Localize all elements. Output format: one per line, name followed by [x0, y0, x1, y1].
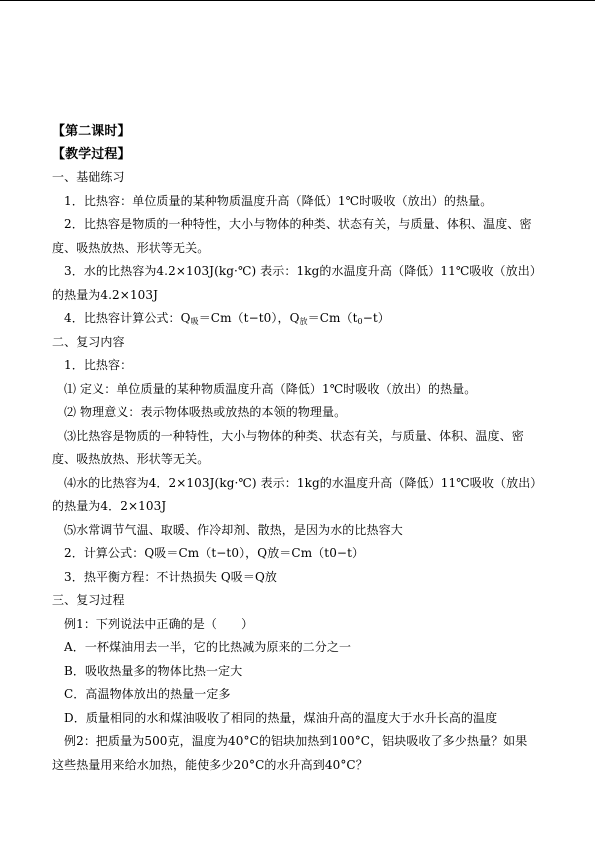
- example-1-question: 例1：下列说法中正确的是（ ）: [64, 616, 254, 631]
- s1-paragraph-2-line-2: 度、吸热放热、形状等无关。: [52, 240, 210, 255]
- s2-item-1-3-line-1: ⑶比热容是物质的一种特性，大小与物体的种类、状态有关，与质量、体积、温度、密: [64, 428, 524, 443]
- formula-part: 4．比热容计算公式：Q: [64, 311, 191, 325]
- lesson-heading: 【第二课时】: [52, 124, 131, 139]
- example-1-option-d: D．质量相同的水和煤油吸收了相同的热量，煤油升高的温度大于水升长高的温度: [64, 710, 498, 725]
- section-3-title: 三、复习过程: [52, 593, 125, 607]
- example-2-line-1: 例2：把质量为500克，温度为40°C的铝块加热到100°C，铝块吸收了多少热量？如果: [64, 734, 528, 748]
- formula-subscript-zero: 0: [357, 317, 363, 326]
- example-1-option-b: B．吸收热量多的物体比热一定大: [64, 663, 243, 678]
- s1-paragraph-3-line-1: 3．水的比热容为4.2×103J(kg·℃) 表示：1kg的水温度升高（降低）11℃吸收（放出）: [64, 264, 542, 278]
- s1-paragraph-3-line-2: 的热量为4.2×103J: [52, 287, 159, 302]
- s2-item-1-5: ⑸水常调节气温、取暖、作冷却剂、散热，是因为水的比热容大: [64, 522, 403, 537]
- formula-part: −t）: [362, 311, 390, 325]
- header-rule: [0, 0, 595, 1]
- formula-subscript-absorb: 吸: [190, 317, 199, 326]
- formula-part: ＝Cm（t−t0），Q: [198, 311, 300, 325]
- document-body: [52, 120, 542, 777]
- s1-paragraph-1: 1．比热容：单位质量的某种物质温度升高（降低）1℃时吸收（放出）的热量。: [64, 193, 493, 208]
- s1-formula-line: [52, 307, 542, 331]
- example-1-option-a: A．一杯煤油用去一半，它的比热减为原来的二分之一: [64, 640, 352, 654]
- s2-item-1-1: ⑴ 定义：单位质量的某种物质温度升高（降低）1℃时吸收（放出）的热量。: [64, 381, 477, 396]
- s2-item-3: 3．热平衡方程：不计热损失 Q吸＝Q放: [64, 569, 278, 584]
- process-heading: 【教学过程】: [52, 147, 131, 162]
- s2-item-1-2: ⑵ 物理意义：表示物体吸热或放热的本领的物理量。: [64, 405, 347, 419]
- formula-subscript-release: 放: [299, 317, 308, 326]
- example-1-option-c: C．高温物体放出的热量一定多: [64, 687, 231, 701]
- s2-item-1-4-line-1: ⑷水的比热容为4．2×103J(kg·℃) 表示：1kg的水温度升高（降低）11℃吸收（放出）: [64, 475, 543, 490]
- s1-paragraph-2-line-1: 2．比热容是物质的一种特性，大小与物体的种类、状态有关，与质量、体积、温度、密: [64, 217, 532, 231]
- section-1-title: 一、基础练习: [52, 170, 125, 184]
- example-2-line-2: 这些热量用来给水加热，能使多少20°C的水升高到40°C？: [52, 757, 368, 772]
- s2-item-2: 2．计算公式：Q吸＝Cm（t−t0），Q放＝Cm（t0−t）: [64, 546, 365, 560]
- s2-item-1-4-line-2: 的热量为4．2×103J: [52, 499, 167, 513]
- s2-item-1: 1．比热容：: [64, 358, 133, 372]
- formula-part: ＝Cm（t: [307, 311, 358, 325]
- s2-item-1-3-line-2: 度、吸热放热、形状等无关。: [52, 452, 210, 466]
- section-2-title: 二、复习内容: [52, 334, 125, 349]
